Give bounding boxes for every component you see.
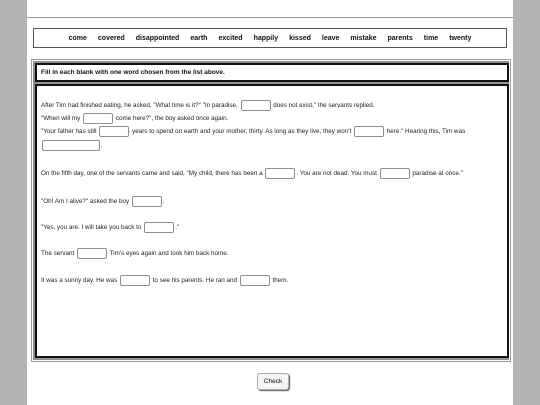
word-item: covered — [97, 34, 125, 42]
story-text: "Your father has still — [41, 128, 97, 136]
answer-blank-4[interactable] — [354, 126, 384, 137]
word-item: parents — [387, 34, 413, 42]
story-text: . — [101, 142, 103, 150]
story-text: them. — [272, 277, 289, 285]
answer-blank-3[interactable] — [99, 126, 129, 137]
story-text: here." Hearing this, Tim was — [386, 128, 466, 136]
answer-blank-1[interactable] — [241, 100, 271, 111]
exercise-page — [27, 0, 513, 405]
answer-blank-7[interactable] — [380, 168, 410, 179]
check-button[interactable]: Check — [257, 373, 289, 390]
answer-blank-12[interactable] — [240, 275, 270, 286]
answer-blank-11[interactable] — [120, 275, 150, 286]
story-text: does not exist," the servants replied. — [273, 102, 375, 110]
top-divider — [27, 17, 513, 18]
story-text: The servant — [41, 250, 75, 258]
answer-blank-8[interactable] — [132, 196, 162, 207]
story-text: After Tim had finished eating, he asked, "What time is it?" "In paradise, — [41, 102, 238, 110]
story-text: paradise at once." — [412, 170, 463, 178]
word-item: twenty — [449, 34, 472, 42]
story-text: Tim's eyes again and took him back home. — [109, 250, 229, 258]
word-item: happily — [253, 34, 279, 42]
answer-blank-6[interactable] — [265, 168, 295, 179]
word-item: come — [68, 34, 87, 42]
story-text: It was a sunny day. He was — [41, 277, 118, 285]
story-line — [41, 222, 179, 233]
exercise-frame — [31, 59, 511, 362]
story-box — [35, 84, 509, 358]
story-text: "Yes, you are. I will take you back to — [41, 224, 142, 232]
answer-blank-10[interactable] — [77, 248, 107, 259]
word-item: disappointed — [135, 34, 180, 42]
answer-blank-9[interactable] — [144, 222, 174, 233]
word-item: excited — [218, 34, 243, 42]
story-line — [41, 113, 228, 124]
story-line — [41, 100, 375, 111]
story-line — [41, 168, 463, 179]
answer-blank-5[interactable] — [42, 140, 100, 151]
story-line — [41, 275, 288, 286]
exercise-frame-bg — [33, 61, 509, 360]
instruction-text: Fill in each blank with one word chosen from the list above. — [41, 69, 225, 76]
word-item: leave — [321, 34, 340, 42]
word-list — [34, 29, 506, 47]
story-text: years to spend on earth and your mother, thirty. As long as they live, they won't — [132, 128, 352, 136]
story-line — [41, 140, 103, 151]
word-item: kissed — [289, 34, 311, 42]
story-text: ." — [175, 224, 180, 232]
word-item: time — [423, 34, 439, 42]
answer-blank-2[interactable] — [83, 113, 113, 124]
story-text: On the fifth day, one of the servants came and said, "My child, there has been a — [41, 170, 263, 178]
story-line — [41, 126, 465, 137]
story-text: . — [162, 198, 165, 206]
story-text: to see his parents. He ran and — [152, 277, 238, 285]
word-item: earth — [190, 34, 208, 42]
story-text: "When will my — [41, 115, 81, 123]
story-text: . You are not dead. You must — [296, 170, 377, 178]
story-line — [41, 248, 229, 259]
story-text: "Oh! Am I alive?" asked the boy — [41, 198, 130, 206]
story-text: come here?", the boy asked once again. — [115, 115, 229, 123]
word-list-box — [33, 28, 507, 48]
story-line — [41, 196, 165, 207]
word-item: mistake — [350, 34, 377, 42]
instruction-box — [35, 63, 509, 82]
